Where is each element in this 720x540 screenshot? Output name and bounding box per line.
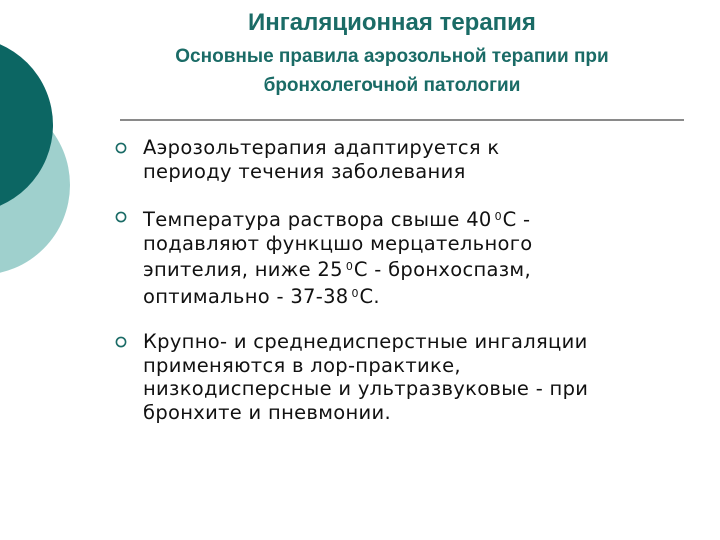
bullet-2-line-3: [143, 255, 695, 282]
slide-title-block: [92, 6, 692, 100]
bullet-item-3: [115, 330, 695, 424]
bullet-3-line-3: низкодисперсные и ультразвуковые - при: [143, 377, 589, 400]
bullet-list: [115, 136, 695, 446]
bullet-item-2: [115, 205, 695, 308]
subtitle-line-2: бронхолегочной патологии: [263, 75, 521, 96]
bullet-2-line-4-text: оптимально - 37-38: [143, 284, 349, 308]
ring-bullet-icon: [115, 211, 127, 223]
bullet-2-line-1-text: Температура раствора свыше 40: [143, 208, 492, 231]
ring-bullet-icon: [115, 336, 127, 348]
title-divider: [120, 119, 684, 121]
bullet-item-1: [115, 136, 695, 183]
subtitle-line-1: Основные правила аэрозольной терапии при: [175, 46, 609, 67]
bullet-2-line-2: подавляют функцшо мерцательного: [143, 231, 533, 255]
slide-subtitle: [92, 42, 692, 100]
bullet-1-line-1: Аэрозольтерапия адаптируется к: [143, 136, 500, 159]
degree-superscript: 0: [494, 210, 502, 223]
bullet-3-line-4: бронхите и пневмонии.: [143, 400, 391, 424]
slide-title: Ингаляционная терапия: [248, 9, 536, 36]
bullet-2-line-1-unit: С -: [502, 208, 531, 231]
bullet-2-line-3-unit: С - бронхоспазм,: [353, 258, 531, 281]
degree-superscript: 0: [345, 260, 353, 273]
decorative-circles: [0, 0, 90, 300]
bullet-1-line-2: периоду течения заболевания: [143, 159, 466, 183]
bullet-2-line-4-unit: С.: [359, 284, 380, 308]
ring-bullet-icon: [115, 142, 127, 154]
bullet-3-line-1: Крупно- и среднедисперстные ингаляции: [143, 330, 588, 353]
bullet-3-line-2: применяются в лор-практике,: [143, 353, 461, 377]
degree-superscript: 0: [351, 286, 359, 300]
bullet-2-line-4: [143, 282, 695, 309]
bullet-2-line-3-text: эпителия, ниже 25: [143, 258, 343, 281]
bullet-2-line-1: [143, 205, 695, 232]
